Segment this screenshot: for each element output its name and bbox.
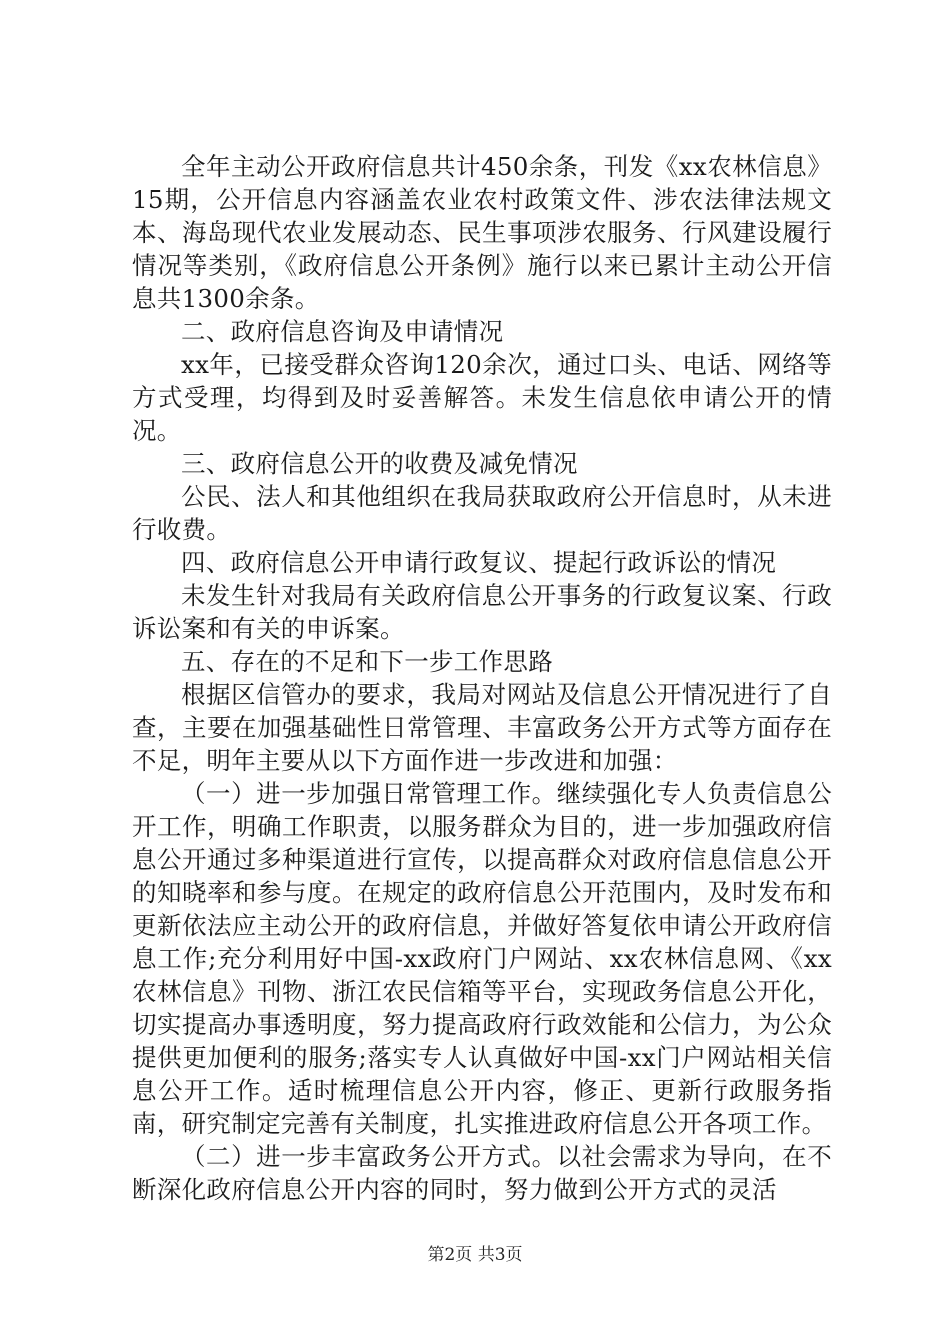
document-body [132, 150, 832, 1206]
paragraph-disclosure-methods: （二）进一步丰富政务公开方式。以社会需求为导向，在不断深化政府信息公开内容的同时，努力做到公开方式的灵活 [132, 1142, 832, 1204]
page-number-footer: 第2页 共3页 [427, 1245, 523, 1265]
section-heading-review-litigation: 四、政府信息公开申请行政复议、提起行政诉讼的情况 [181, 548, 777, 577]
paragraph-daily-management: （一）进一步加强日常管理工作。继续强化专人负责信息公开工作，明确工作职责，以服务群众为目的，进一步加强政府信息公开通过多种渠道进行宣传，以提高群众对政府信息信息公开的知晓率和参与度。在规定的政府信息公开范围内，及时发布和更新依法应主动公开的政府信息，并做好答复依申请公开政府信息工作;充分利用好中国-xx政府门户网站、xx农林信息网、《xx农林信息》刊物、浙江农民信箱等平台，实现政务信息公开化，切实提高办事透明度，努力提高政府行政效能和公信力，为公众提供更加便利的服务;落实专人认真做好中国-xx门户网站相关信息公开工作。适时梳理信息公开内容，修正、更新行政服务指南，研究制定完善有关制度，扎实推进政府信息公开各项工作。 [132, 779, 832, 1138]
section-heading-fees: 三、政府信息公开的收费及减免情况 [181, 449, 578, 478]
section-heading-consultation: 二、政府信息咨询及申请情况 [181, 317, 504, 346]
paragraph-fees: 公民、法人和其他组织在我局获取政府公开信息时，从未进行收费。 [132, 482, 832, 544]
paragraph-public-info-summary: 全年主动公开政府信息共计450余条，刊发《xx农林信息》15期，公开信息内容涵盖农业农村政策文件、涉农法律法规文本、海岛现代农业发展动态、民生事项涉农服务、行风建设履行情况等类别，《政府信息公开条例》施行以来已累计主动公开信息共1300余条。 [132, 152, 832, 313]
paragraph-review-litigation: 未发生针对我局有关政府信息公开事务的行政复议案、行政诉讼案和有关的申诉案。 [132, 581, 832, 643]
paragraph-consultation: xx年，已接受群众咨询120余次，通过口头、电话、网络等方式受理，均得到及时妥善解答。未发生信息依申请公开的情况。 [132, 350, 832, 445]
section-heading-shortcomings: 五、存在的不足和下一步工作思路 [181, 647, 553, 676]
paragraph-self-inspection: 根据区信管办的要求，我局对网站及信息公开情况进行了自查，主要在加强基础性日常管理、丰富政务公开方式等方面存在不足，明年主要从以下方面作进一步改进和加强： [132, 680, 832, 775]
